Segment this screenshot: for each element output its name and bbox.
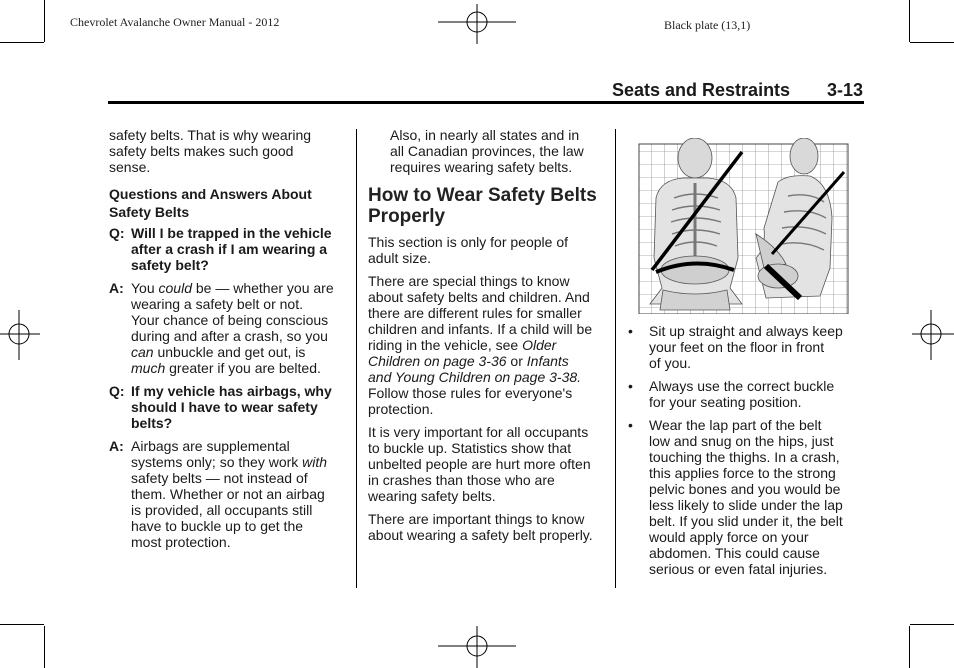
column-2 (368, 127, 608, 550)
paragraph: This section is only for people of adult size. (368, 234, 568, 266)
answer (109, 438, 349, 550)
qa-heading: Questions and Answers About Safety Belts (109, 186, 312, 220)
qa-list (109, 225, 349, 550)
header-rule (108, 101, 864, 104)
qa-label: A: (109, 438, 124, 454)
registration-mark-bottom (438, 626, 516, 668)
bullet-item (628, 378, 858, 410)
manual-title: Chevrolet Avalanche Owner Manual - 2012 (70, 15, 280, 29)
column-1 (109, 127, 349, 557)
crop-mark (0, 624, 44, 625)
lead-paragraph: Also, in nearly all states and in all Canadian provinces, the law requires wearing safety belts. (390, 127, 584, 175)
qa-text: You could be — whether you are wearing a safety belt or not. Your chance of being conscious during and after a crash, so you can unbuckle and get out, is much greater if you are belted. (131, 280, 334, 376)
bullet-item (628, 417, 858, 577)
bullet-icon: • (628, 323, 633, 339)
qa-label: Q: (109, 225, 125, 241)
question (109, 225, 349, 273)
qa-label: Q: (109, 383, 125, 399)
qa-text: Will I be trapped in the vehicle after a crash if I am wearing a safety belt? (131, 225, 332, 273)
paragraph: It is very important for all occupants to buckle up. Statistics show that unbelted people are hurt more often in crashes than those who are wearing safety belts. (368, 424, 591, 504)
qa-text: Airbags are supplemental systems only; so they work with safety belts — not instead of them. Whether or not an airbag is provided, all occupants still have to buckle up to get the most protection. (131, 438, 328, 550)
qa-label: A: (109, 280, 124, 296)
crop-mark (44, 626, 45, 668)
column-divider (356, 129, 357, 588)
paragraph: There are important things to know about wearing a safety belt properly. (368, 511, 593, 543)
registration-mark-right (912, 310, 954, 360)
bullet-text: Sit up straight and always keep your feet on the floor in front of you. (649, 323, 843, 371)
bullet-text: Always use the correct buckle for your seating position. (649, 378, 835, 410)
bullet-item (628, 323, 858, 371)
plate-label: Black plate (13,1) (664, 18, 751, 32)
crop-mark (910, 624, 954, 625)
crop-mark (909, 626, 910, 668)
safety-belt-illustration (638, 138, 853, 314)
crop-mark (909, 0, 910, 42)
answer (109, 280, 349, 376)
paragraph: There are special things to know about safety belts and children. And there are different rules for smaller children and infants. If a child will be riding in the vehicle, see Older Children on page 3-36 or Infants and Young Children on page 3-38. Follow those rules for everyone's protection. (368, 273, 593, 417)
bullet-icon: • (628, 378, 633, 394)
section-heading: How to Wear Safety Belts Properly (368, 185, 597, 227)
intro-paragraph: safety belts. That is why wearing safety belts makes such good sense. (109, 127, 312, 175)
crop-mark (910, 42, 954, 43)
registration-mark-top (438, 4, 516, 44)
qa-text: If my vehicle has airbags, why should I have to wear safety belts? (131, 383, 332, 431)
registration-mark-left (0, 310, 40, 360)
crop-mark (0, 42, 44, 43)
column-3-bullet-list (628, 323, 858, 584)
page-number: 3-13 (827, 80, 864, 100)
section-title: Seats and Restraints (612, 80, 791, 100)
column-divider (615, 129, 616, 588)
question (109, 383, 349, 431)
bullet-icon: • (628, 417, 633, 433)
bullet-text: Wear the lap part of the belt low and snug on the hips, just touching the thighs. In a crash, this applies force to the strong pelvic bones and you would be less likely to slide under the lap belt. If you slid under it, the belt would apply force on your abdomen. This could cause serious or even fatal injuries. (649, 417, 843, 577)
crop-mark (44, 0, 45, 42)
